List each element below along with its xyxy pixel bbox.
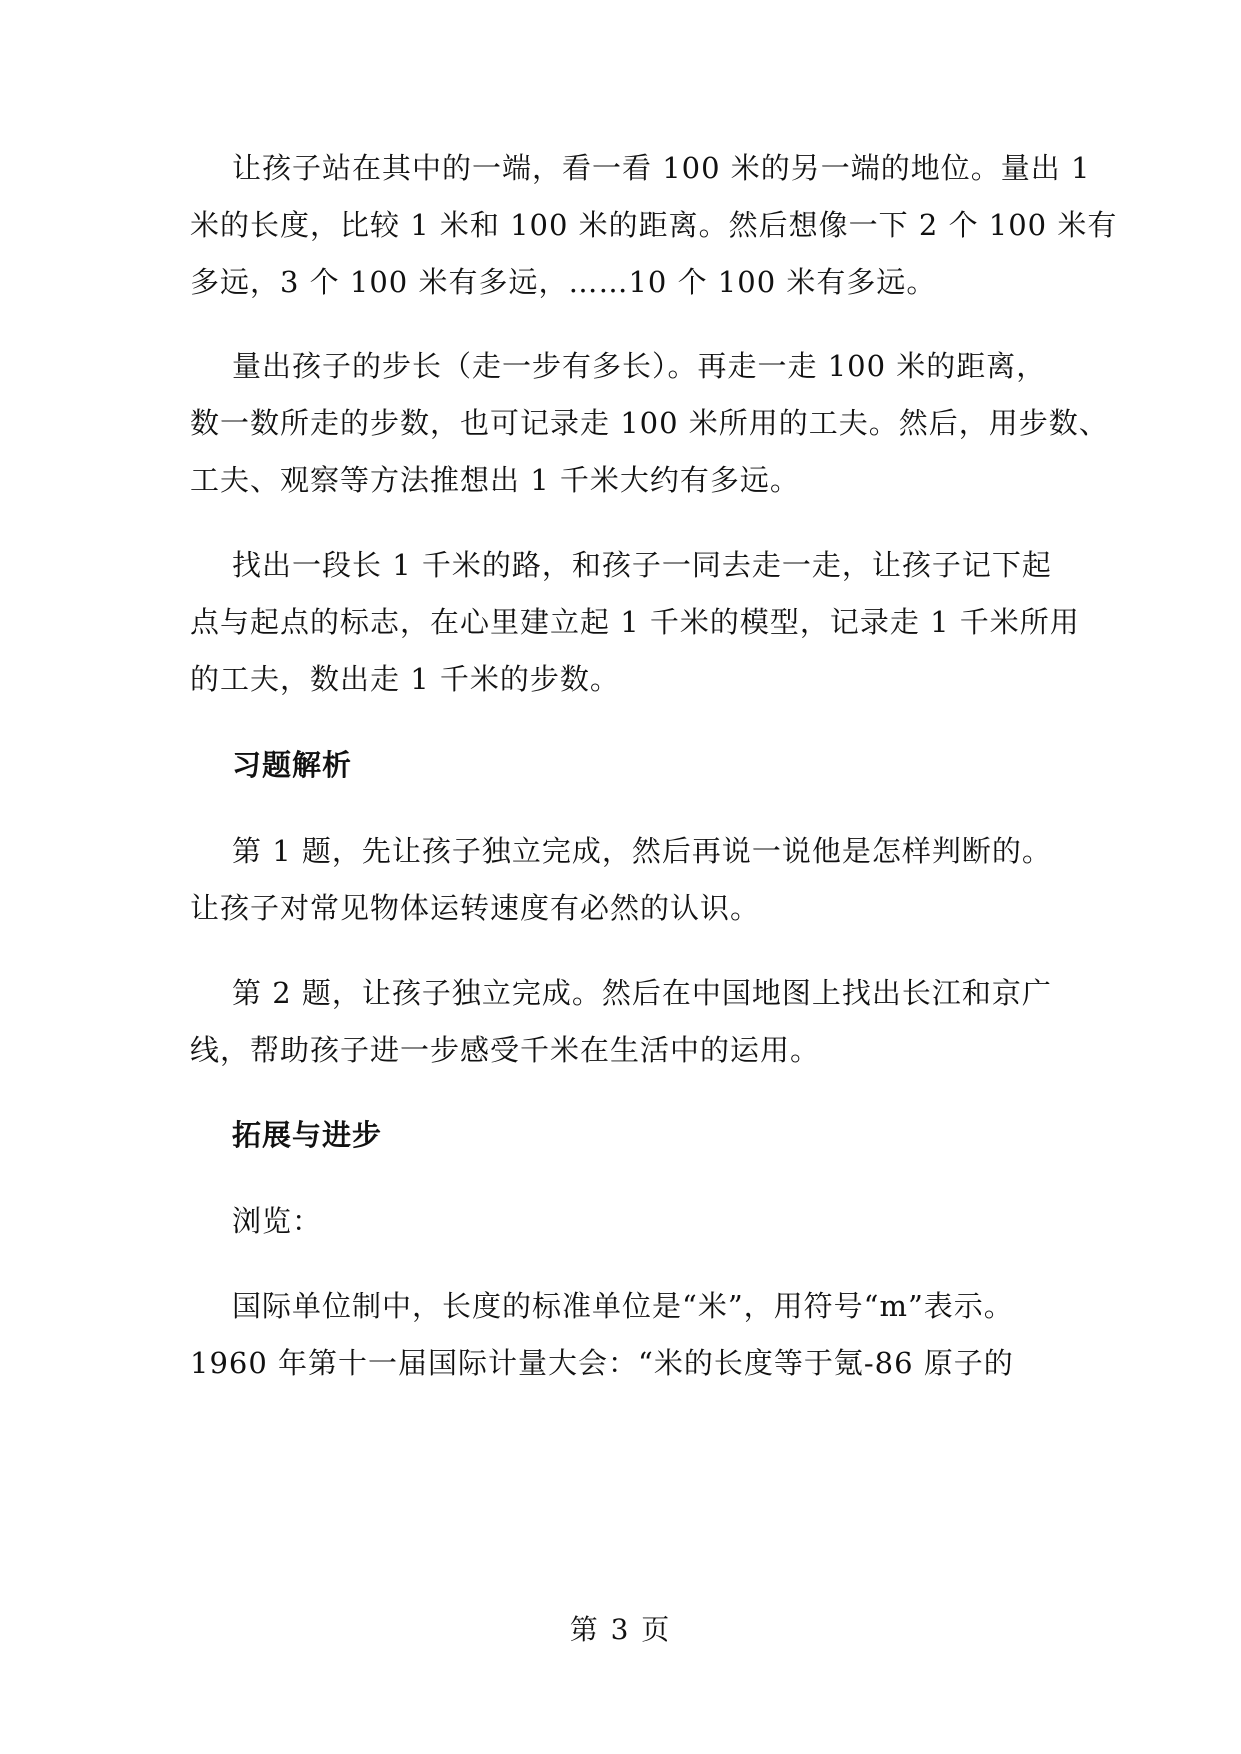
paragraph-7-line-1: 国际单位制中，长度的标准单位是“米”，用符号“m”表示。 <box>232 1289 1014 1323</box>
paragraph-2-line-1: 量出孩子的步长（走一步有多长）。再走一走 100 米的距离， <box>232 349 1047 383</box>
paragraph-3-line-3: 的工夫，数出走 1 千米的步数。 <box>190 662 620 696</box>
paragraph-1-line-2: 米的长度，比较 1 米和 100 米的距离。然后想像一下 2 个 100 米有 <box>190 208 1118 242</box>
paragraph-1-line-1: 让孩子站在其中的一端，看一看 100 米的另一端的地位。量出 1 <box>232 151 1091 185</box>
paragraph-5-line-2: 线，帮助孩子进一步感受千米在生活中的运用。 <box>190 1033 821 1067</box>
paragraph-2-line-3: 工夫、观察等方法推想出 1 千米大约有多远。 <box>190 463 800 497</box>
paragraph-6-line-1: 浏览： <box>232 1204 323 1238</box>
paragraph-7-line-2: 1960 年第十一届国际计量大会：“米的长度等于氪-86 原子的 <box>190 1346 1014 1380</box>
paragraph-1-line-3: 多远，3 个 100 米有多远，……10 个 100 米有多远。 <box>190 265 937 299</box>
paragraph-3-line-1: 找出一段长 1 千米的路，和孩子一同去走一走，让孩子记下起 <box>232 548 1052 582</box>
section-heading-exercise-analysis: 习题解析 <box>232 748 353 782</box>
paragraph-5-line-1: 第 2 题，让孩子独立完成。然后在中国地图上找出长江和京广 <box>232 976 1052 1010</box>
page-number: 第 3 页 <box>569 1613 672 1646</box>
paragraph-3-line-2: 点与起点的标志，在心里建立起 1 千米的模型，记录走 1 千米所用 <box>190 605 1080 639</box>
paragraph-4-line-2: 让孩子对常见物体运转速度有必然的认识。 <box>190 891 761 925</box>
paragraph-2-line-2: 数一数所走的步数，也可记录走 100 米所用的工夫。然后，用步数、 <box>190 406 1109 440</box>
section-heading-extension: 拓展与进步 <box>232 1118 383 1152</box>
paragraph-4-line-1: 第 1 题，先让孩子独立完成，然后再说一说他是怎样判断的。 <box>232 834 1052 868</box>
